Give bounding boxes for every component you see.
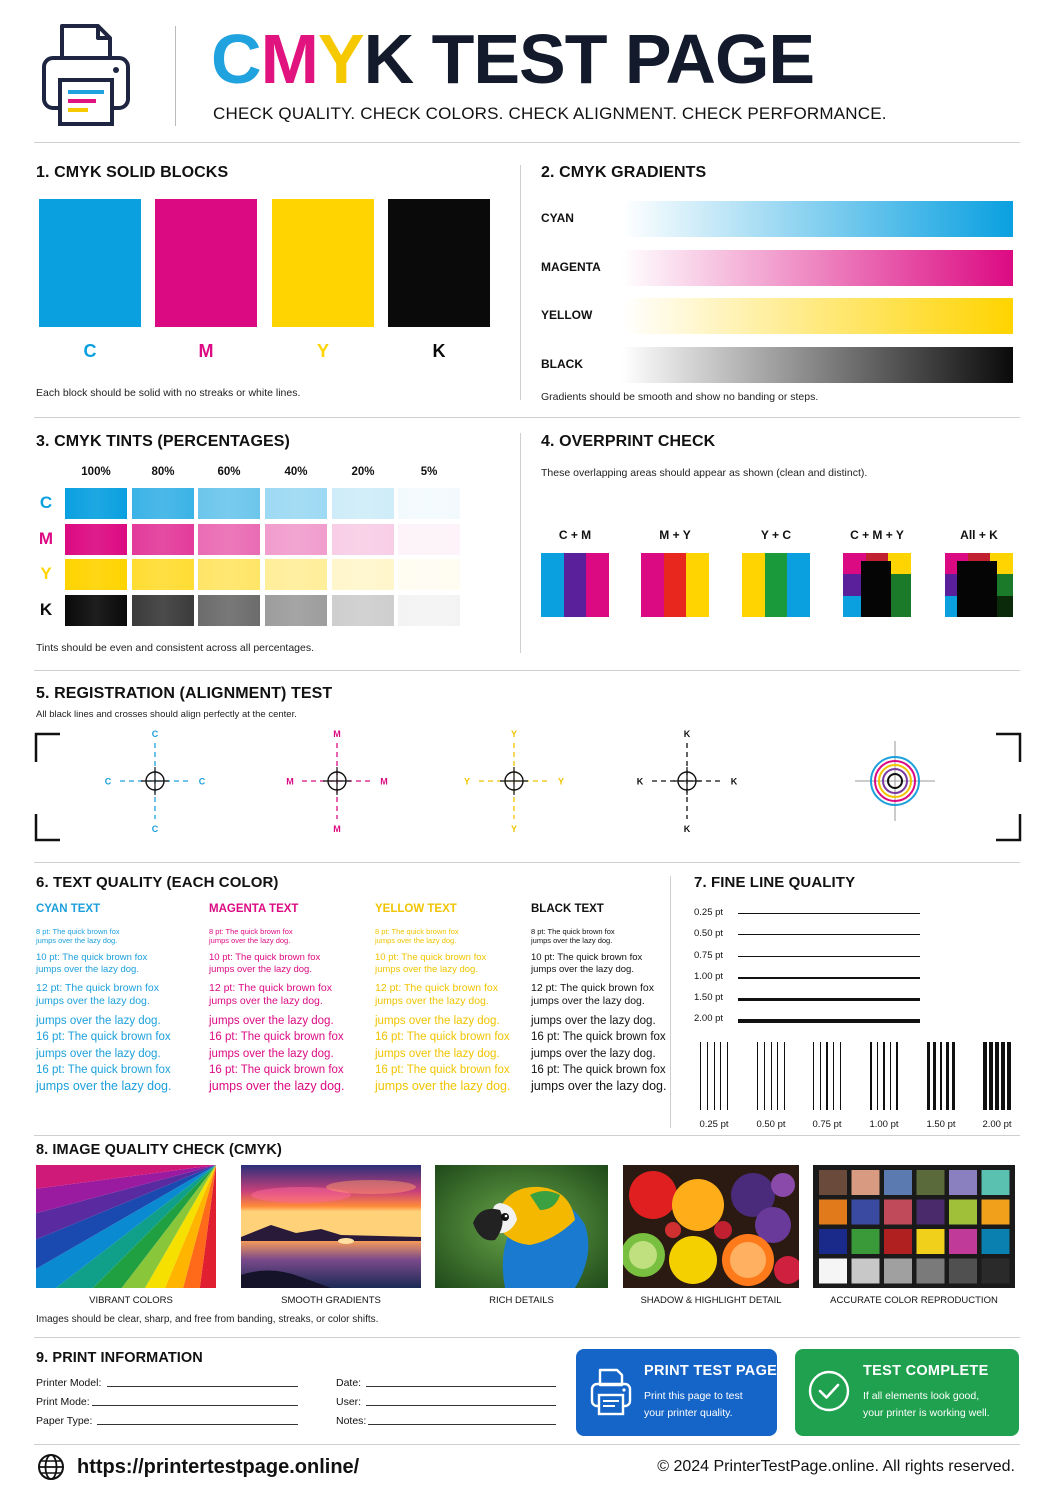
reg-letter: Y [510, 729, 518, 739]
section-title-print-info: 9. PRINT INFORMATION [36, 1350, 203, 1366]
gradient-bar-black [622, 347, 1013, 383]
fine-line-vertical-group [927, 1042, 955, 1110]
text-sample-line: 16 pt: The quick brown fox [375, 1063, 510, 1076]
fine-line-vertical [707, 1042, 708, 1110]
text-sample-line: 16 pt: The quick brown fox [209, 1031, 344, 1044]
text-sample-line: jumps over the lazy dog. [375, 1014, 500, 1027]
print-info-input-line[interactable] [97, 1424, 298, 1425]
reg-letter: C [151, 824, 159, 834]
text-sample-line: 16 pt: The quick brown fox [375, 1031, 510, 1044]
print-info-input-line[interactable] [92, 1405, 298, 1406]
overprint-stripe [564, 553, 587, 617]
text-sample-line: jumps over the lazy dog. [531, 1079, 667, 1094]
text-quality-column [375, 903, 535, 1095]
fine-line-vertical [995, 1042, 999, 1110]
overprint-cell [888, 596, 911, 617]
tint-swatch [65, 524, 127, 555]
text-sample-line: 10 pt: The quick brown fox [209, 951, 321, 963]
print-test-page-card[interactable] [576, 1349, 777, 1436]
fine-line-horizontal [738, 956, 920, 957]
fine-line-vertical [890, 1042, 892, 1110]
color-checker-patch [852, 1200, 880, 1225]
reg-letter: M [333, 729, 341, 739]
reg-letter: Y [463, 776, 471, 787]
print-info-label: Paper Type: [36, 1415, 93, 1427]
overprint-swatch [541, 553, 609, 617]
color-checker-patch [852, 1229, 880, 1254]
image-caption: SMOOTH GRADIENTS [281, 1295, 381, 1306]
color-checker-patch [917, 1170, 945, 1195]
printer-logo-icon [40, 22, 132, 128]
fine-line-vertical [720, 1042, 721, 1110]
overprint-label: All + K [960, 528, 998, 542]
color-checker-patch [917, 1200, 945, 1225]
tint-swatch [265, 524, 327, 555]
printer-icon [589, 1367, 633, 1417]
fine-line-vertical-label: 0.75 pt [812, 1119, 842, 1130]
overprint-stripe [765, 553, 788, 617]
fine-line-label: 1.00 pt [694, 971, 724, 982]
gradient-bar-cyan [622, 201, 1013, 237]
color-checker-patch [949, 1200, 977, 1225]
title-part-0: C [211, 20, 261, 98]
reg-letter: C [104, 776, 112, 787]
section-title-registration: 5. REGISTRATION (ALIGNMENT) TEST [36, 685, 333, 702]
divider [34, 1135, 1020, 1136]
fine-line-vertical-label: 1.50 pt [926, 1119, 956, 1130]
fine-line-vertical [757, 1042, 758, 1110]
text-sample-line: jumps over the lazy dog. [36, 963, 139, 975]
reg-letter: K [683, 729, 691, 739]
tint-swatch [198, 595, 260, 626]
solid-block-label: C [83, 341, 97, 361]
section-title-solid-blocks: 1. CMYK SOLID BLOCKS [36, 164, 229, 181]
fine-line-vertical [1001, 1042, 1005, 1110]
complete-card-title: TEST COMPLETE [863, 1363, 989, 1379]
footer-url-link[interactable]: https://printertestpage.online/ [77, 1456, 360, 1478]
overprint-cell [888, 574, 911, 595]
reg-letter: Y [510, 824, 518, 834]
registration-mark-m [286, 729, 388, 834]
fine-line-vertical-label: 1.00 pt [869, 1119, 899, 1130]
gradient-label: YELLOW [541, 308, 593, 322]
overprint-stripe [686, 553, 709, 617]
fine-line-vertical [883, 1042, 885, 1110]
test-complete-card [795, 1349, 1019, 1436]
tint-swatch [132, 559, 194, 590]
tint-percent-label: 40% [284, 466, 308, 478]
reg-letter: C [151, 729, 159, 739]
globe-icon [37, 1453, 65, 1481]
reg-letter: K [683, 824, 691, 834]
fine-line-vertical [1007, 1042, 1011, 1110]
fine-line-vertical [896, 1042, 898, 1110]
text-quality-heading: MAGENTA TEXT [209, 903, 299, 915]
print-info-input-line[interactable] [368, 1424, 556, 1425]
fine-line-vertical [927, 1042, 930, 1110]
fine-line-vertical [952, 1042, 955, 1110]
fine-line-vertical-label: 2.00 pt [982, 1119, 1012, 1130]
text-sample-line: jumps over the lazy dog. [531, 994, 645, 1007]
tint-percent-label: 80% [151, 466, 175, 478]
tint-percent-label: 20% [351, 466, 375, 478]
text-sample-line: jumps over the lazy dog. [375, 994, 489, 1007]
text-sample-line: 16 pt: The quick brown fox [36, 1063, 171, 1076]
color-checker-patch [819, 1170, 847, 1195]
overprint-label: C + M [558, 528, 592, 542]
solid-block-label: Y [316, 341, 329, 361]
reg-letter: C [198, 776, 206, 787]
fine-line-vertical [727, 1042, 728, 1110]
fine-line-vertical [771, 1042, 772, 1110]
text-sample-line: jumps over the lazy dog. [375, 936, 457, 946]
text-sample-line: 12 pt: The quick brown fox [531, 981, 654, 994]
solid-block-label: K [432, 341, 446, 361]
text-quality-column [36, 903, 196, 1095]
registration-mark-c [105, 729, 206, 834]
color-checker-patch [982, 1170, 1010, 1195]
fine-line-vertical-group [870, 1042, 898, 1110]
divider [520, 433, 521, 653]
color-checker-patch [884, 1229, 912, 1254]
tint-percent-label: 5% [420, 466, 438, 478]
image-caption: VIBRANT COLORS [89, 1295, 173, 1306]
reg-letter: M [333, 824, 341, 834]
fine-line-vertical-group [700, 1042, 728, 1110]
text-sample-line: 8 pt: The quick brown fox [375, 927, 459, 936]
divider [34, 1444, 1020, 1445]
gradient-label: CYAN [541, 211, 574, 225]
overprint-swatch [945, 553, 1013, 617]
section-title-tints: 3. CMYK TINTS (PERCENTAGES) [36, 433, 290, 450]
overprint-key-black [957, 561, 997, 617]
tint-swatch [398, 559, 460, 590]
image-color-checker [813, 1165, 1015, 1288]
tint-swatch [265, 488, 327, 519]
fine-line-vertical [777, 1042, 778, 1110]
text-sample-line: jumps over the lazy dog. [36, 1079, 172, 1094]
page-title [211, 22, 814, 96]
tint-row-label: C [39, 493, 53, 512]
divider [34, 417, 1020, 418]
text-quality-heading: CYAN TEXT [36, 903, 101, 915]
fine-line-label: 1.50 pt [694, 992, 724, 1003]
fine-line-horizontal [738, 913, 920, 914]
text-sample-line: 8 pt: The quick brown fox [36, 927, 120, 936]
corner-bracket [36, 814, 60, 840]
fine-line-vertical [813, 1042, 814, 1110]
overprint-cell [888, 553, 911, 574]
color-checker-patch [819, 1200, 847, 1225]
print-info-input-line[interactable] [107, 1386, 298, 1387]
text-sample-line: jumps over the lazy dog. [209, 1079, 345, 1094]
reg-letter: M [380, 776, 388, 787]
overprint-stripe [586, 553, 609, 617]
tint-swatch [332, 559, 394, 590]
text-sample-line: 12 pt: The quick brown fox [375, 981, 498, 994]
complete-card-line2: your printer is working well. [863, 1407, 990, 1419]
reg-letter: K [730, 776, 738, 787]
section-title-overprint: 4. OVERPRINT CHECK [541, 433, 716, 450]
section-title-text-quality: 6. TEXT QUALITY (EACH COLOR) [36, 874, 279, 891]
text-sample-line: jumps over the lazy dog. [531, 1047, 656, 1060]
gradient-bar-yellow [622, 298, 1013, 334]
print-info-label: Notes: [336, 1415, 367, 1427]
text-sample-line: 16 pt: The quick brown fox [531, 1063, 666, 1076]
text-sample-line: 16 pt: The quick brown fox [209, 1063, 344, 1076]
image-caption: ACCURATE COLOR REPRODUCTION [830, 1295, 998, 1306]
registration-mark-k [637, 729, 738, 834]
tint-swatch [398, 524, 460, 555]
text-sample-line: 16 pt: The quick brown fox [531, 1031, 666, 1044]
fine-line-vertical [946, 1042, 949, 1110]
fine-line-vertical-group [983, 1042, 1011, 1110]
tint-percent-label: 100% [81, 466, 111, 478]
fine-line-vertical [714, 1042, 715, 1110]
divider [34, 862, 1020, 863]
registration-mark-y [464, 729, 564, 834]
tint-swatch [65, 595, 127, 626]
complete-card-line1: If all elements look good, [863, 1390, 980, 1402]
print-info-input-line[interactable] [366, 1405, 556, 1406]
text-sample-line: jumps over the lazy dog. [531, 963, 634, 975]
fine-line-vertical [826, 1042, 827, 1110]
divider [34, 142, 1020, 143]
color-checker-patch [819, 1259, 847, 1284]
check-circle-icon [807, 1369, 851, 1413]
text-sample-line: jumps over the lazy dog. [375, 1079, 511, 1094]
title-part-3: K TEST PAGE [363, 20, 815, 98]
fine-line-label: 0.75 pt [694, 950, 724, 961]
text-sample-line: jumps over the lazy dog. [531, 936, 613, 946]
image-vibrant-colors [36, 1165, 226, 1288]
text-sample-line: 8 pt: The quick brown fox [209, 927, 293, 936]
text-sample-line: jumps over the lazy dog. [209, 963, 312, 975]
fine-line-label: 0.50 pt [694, 928, 724, 939]
corner-bracket [36, 734, 60, 762]
tint-swatch [198, 559, 260, 590]
fine-line-vertical [820, 1042, 821, 1110]
fine-line-vertical [870, 1042, 872, 1110]
tint-swatch [65, 488, 127, 519]
color-checker-patch [917, 1229, 945, 1254]
overprint-swatch [742, 553, 810, 617]
print-card-title: PRINT TEST PAGE [644, 1363, 778, 1379]
print-card-line2: your printer quality. [644, 1407, 733, 1419]
overprint-label: M + Y [659, 528, 691, 542]
color-checker-patch [949, 1259, 977, 1284]
gradients-note: Gradients should be smooth and show no banding or steps. [541, 391, 819, 403]
image-quality-note: Images should be clear, sharp, and free from banding, streaks, or color shifts. [36, 1314, 379, 1325]
image-smooth-gradients [241, 1165, 421, 1288]
fine-line-horizontal [738, 998, 920, 1001]
text-sample-line: 10 pt: The quick brown fox [375, 951, 487, 963]
tints-note: Tints should be even and consistent across all percentages. [36, 642, 315, 654]
tint-swatch [265, 595, 327, 626]
fine-line-vertical-label: 0.25 pt [699, 1119, 729, 1130]
fine-line-vertical [833, 1042, 834, 1110]
fine-line-vertical-group [757, 1042, 785, 1110]
text-sample-line: jumps over the lazy dog. [36, 1014, 161, 1027]
text-sample-line: jumps over the lazy dog. [36, 1047, 161, 1060]
overprint-label: Y + C [760, 528, 792, 542]
tint-row-label: K [39, 600, 53, 619]
image-rich-details [435, 1165, 608, 1288]
text-sample-line: jumps over the lazy dog. [375, 1047, 500, 1060]
overprint-swatch [641, 553, 709, 617]
color-checker-patch [949, 1170, 977, 1195]
divider [34, 1337, 1020, 1338]
fine-line-horizontal [738, 977, 920, 979]
print-info-label: Printer Model: [36, 1377, 102, 1389]
tint-swatch [198, 488, 260, 519]
title-part-1: M [260, 20, 318, 98]
header-divider [175, 26, 176, 126]
text-quality-heading: BLACK TEXT [531, 903, 604, 915]
fine-line-label: 0.25 pt [694, 907, 724, 918]
tint-row-label: M [38, 529, 54, 548]
fine-line-vertical [877, 1042, 879, 1110]
text-sample-line: jumps over the lazy dog. [209, 1014, 334, 1027]
solid-block-label: M [198, 341, 214, 361]
color-checker-patch [949, 1229, 977, 1254]
text-quality-column [209, 903, 369, 1095]
fine-line-vertical [933, 1042, 936, 1110]
color-checker-patch [819, 1229, 847, 1254]
solid-block-y [272, 199, 374, 327]
fine-line-vertical-label: 0.50 pt [756, 1119, 786, 1130]
solid-blocks-note: Each block should be solid with no streaks or white lines. [36, 387, 301, 399]
overprint-stripe [641, 553, 664, 617]
registration-note: All black lines and crosses should align perfectly at the center. [36, 709, 297, 720]
divider [670, 876, 671, 1128]
gradient-label: MAGENTA [541, 260, 601, 274]
solid-block-m [155, 199, 257, 327]
fine-line-vertical [700, 1042, 701, 1110]
fine-line-vertical-group [813, 1042, 841, 1110]
text-quality-heading: YELLOW TEXT [375, 903, 457, 915]
text-sample-line: 12 pt: The quick brown fox [209, 981, 332, 994]
text-sample-line: 10 pt: The quick brown fox [36, 951, 148, 963]
tint-percent-label: 60% [217, 466, 241, 478]
image-shadow-highlight [623, 1165, 799, 1288]
fine-line-horizontal [738, 1019, 920, 1023]
print-card-line1: Print this page to test [644, 1390, 743, 1402]
color-checker-patch [852, 1259, 880, 1284]
reg-letter: M [286, 776, 294, 787]
gradient-label: BLACK [541, 357, 583, 371]
tint-swatch [265, 559, 327, 590]
color-checker-patch [884, 1170, 912, 1195]
text-sample-line: 16 pt: The quick brown fox [36, 1031, 171, 1044]
overprint-key-black [861, 561, 891, 617]
text-sample-line: 8 pt: The quick brown fox [531, 927, 615, 936]
reg-letter: Y [557, 776, 565, 787]
overprint-intro: These overlapping areas should appear as shown (clean and distinct). [541, 467, 868, 479]
divider [520, 165, 521, 400]
registration-target [855, 741, 935, 821]
color-checker-patch [884, 1200, 912, 1225]
corner-bracket [996, 814, 1020, 840]
overprint-swatch [843, 553, 911, 617]
tint-swatch [132, 488, 194, 519]
fine-line-vertical [840, 1042, 841, 1110]
overprint-stripe [742, 553, 765, 617]
text-sample-line: jumps over the lazy dog. [36, 994, 150, 1007]
fine-line-vertical [784, 1042, 785, 1110]
title-part-2: Y [317, 20, 364, 98]
text-sample-line: jumps over the lazy dog. [209, 1047, 334, 1060]
gradient-bar-magenta [622, 250, 1013, 286]
text-sample-line: jumps over the lazy dog. [531, 1014, 656, 1027]
overprint-label: C + M + Y [850, 528, 904, 542]
color-checker-patch [982, 1200, 1010, 1225]
fine-line-label: 2.00 pt [694, 1013, 724, 1024]
color-checker-patch [982, 1229, 1010, 1254]
tint-swatch [132, 595, 194, 626]
tint-swatch [398, 488, 460, 519]
solid-block-k [388, 199, 490, 327]
color-checker-patch [982, 1259, 1010, 1284]
section-title-fine-lines: 7. FINE LINE QUALITY [694, 874, 856, 891]
page-subtitle: CHECK QUALITY. CHECK COLORS. CHECK ALIGNMENT. CHECK PERFORMANCE. [213, 104, 887, 123]
section-title-gradients: 2. CMYK GRADIENTS [541, 164, 707, 181]
print-info-label: User: [336, 1396, 362, 1408]
tint-swatch [132, 524, 194, 555]
image-caption: RICH DETAILS [489, 1295, 554, 1306]
tint-row-label: Y [40, 564, 52, 583]
fine-line-horizontal [738, 934, 920, 935]
tint-swatch [332, 524, 394, 555]
text-sample-line: jumps over the lazy dog. [209, 994, 323, 1007]
overprint-stripe [787, 553, 810, 617]
print-info-input-line[interactable] [366, 1386, 556, 1387]
tint-swatch [332, 595, 394, 626]
corner-bracket [996, 734, 1020, 762]
color-checker-patch [852, 1170, 880, 1195]
text-sample-line: jumps over the lazy dog. [209, 936, 291, 946]
section-title-image-quality: 8. IMAGE QUALITY CHECK (CMYK) [36, 1142, 282, 1158]
tint-swatch [198, 524, 260, 555]
footer-copyright: © 2024 PrinterTestPage.online. All rights reserved. [657, 1458, 1015, 1475]
text-sample-line: 10 pt: The quick brown fox [531, 951, 643, 963]
tint-swatch [332, 488, 394, 519]
text-sample-line: jumps over the lazy dog. [36, 936, 118, 946]
divider [34, 670, 1020, 671]
tint-swatch [65, 559, 127, 590]
text-quality-column [531, 903, 691, 1095]
overprint-stripe [541, 553, 564, 617]
fine-line-vertical [983, 1042, 987, 1110]
image-caption: SHADOW & HIGHLIGHT DETAIL [640, 1295, 782, 1306]
tint-swatch [398, 595, 460, 626]
fine-line-vertical [940, 1042, 943, 1110]
print-info-label: Print Mode: [36, 1396, 90, 1408]
fine-line-vertical [764, 1042, 765, 1110]
overprint-stripe [664, 553, 687, 617]
reg-letter: K [636, 776, 644, 787]
print-info-label: Date: [336, 1377, 362, 1389]
text-sample-line: jumps over the lazy dog. [375, 963, 478, 975]
fine-line-vertical [989, 1042, 993, 1110]
solid-block-c [39, 199, 141, 327]
color-checker-patch [884, 1259, 912, 1284]
registration-svg [0, 722, 1055, 862]
text-sample-line: 12 pt: The quick brown fox [36, 981, 159, 994]
color-checker-patch [917, 1259, 945, 1284]
